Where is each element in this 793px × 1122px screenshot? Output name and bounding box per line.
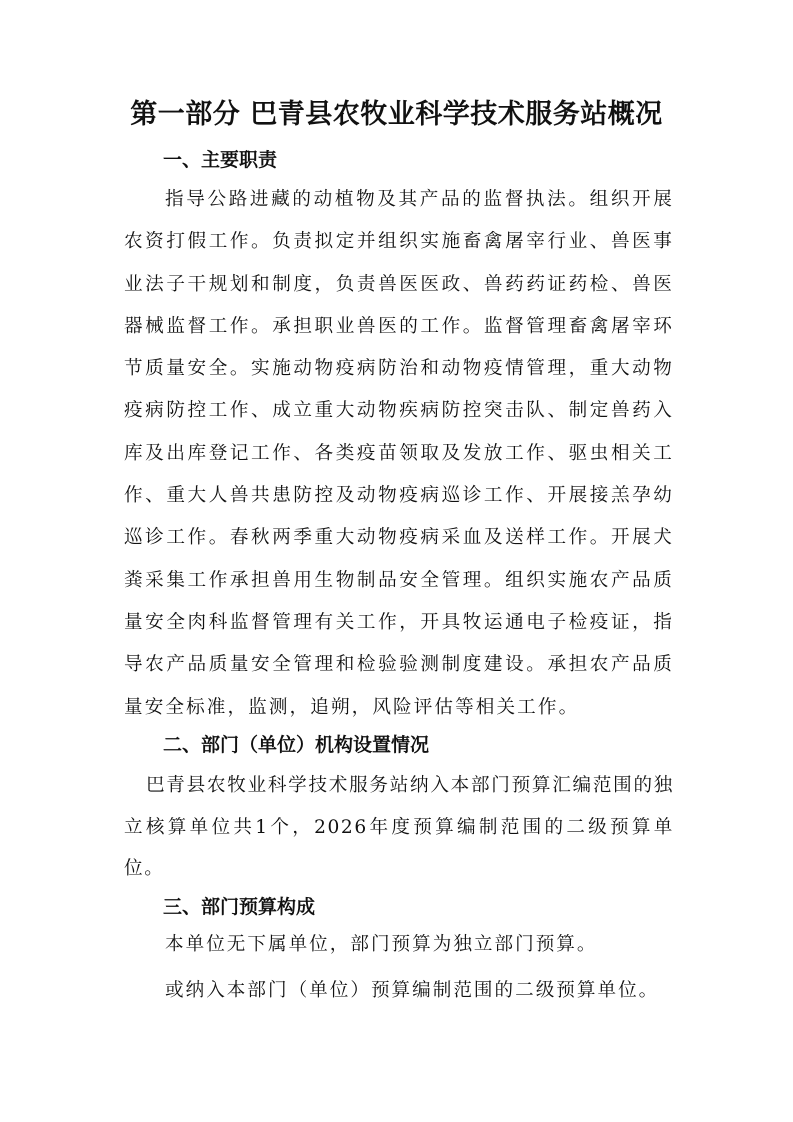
budget-composition-line-2: 或纳入本部门（单位）预算编制范围的二级预算单位。 [165, 980, 660, 1001]
budget-composition-line-1: 本单位无下属单位，部门预算为独立部门预算。 [165, 934, 598, 955]
section-heading-organization: 二、部门（单位）机构设置情况 [163, 734, 430, 756]
page-title: 第一部分 巴青县农牧业科学技术服务站概况 [130, 99, 663, 130]
section-body-organization: 巴青县农牧业科学技术服务站纳入本部门预算汇编范围的独立核算单位共1个，2026年度预算编制范围的二级预算单位。 [124, 775, 674, 879]
section-heading-budget-composition: 三、部门预算构成 [163, 896, 316, 918]
section-body-duties: 指导公路进藏的动植物及其产品的监督执法。组织开展农资打假工作。负责拟定并组织实施畜禽屠宰行业、兽医事业法子干规划和制度，负责兽医医政、兽药药证药检、兽医器械监督工作。承担职业兽医的工作。监督管理畜禽屠宰环节质量安全。实施动物疫病防治和动物疫情管理，重大动物疫病防控工作、成立重大动物疾病防控突击队、制定兽药入库及出库登记工作、各类疫苗领取及发放工作、驱虫相关工作、重大人兽共患防控及动物疫病巡诊工作、开展接羔孕幼巡诊工作。春秋两季重大动物疫病采血及送样工作。开展犬粪采集工作承担兽用生物制品安全管理。组织实施农产品质量安全肉科监督管理有关工作，开具牧运通电子检疫证，指导农产品质量安全管理和检验验测制度建设。承担农产品质量安全标准，监测，追朔，风险评估等相关工作。 [124, 189, 674, 718]
section-heading-duties: 一、主要职责 [163, 149, 278, 171]
